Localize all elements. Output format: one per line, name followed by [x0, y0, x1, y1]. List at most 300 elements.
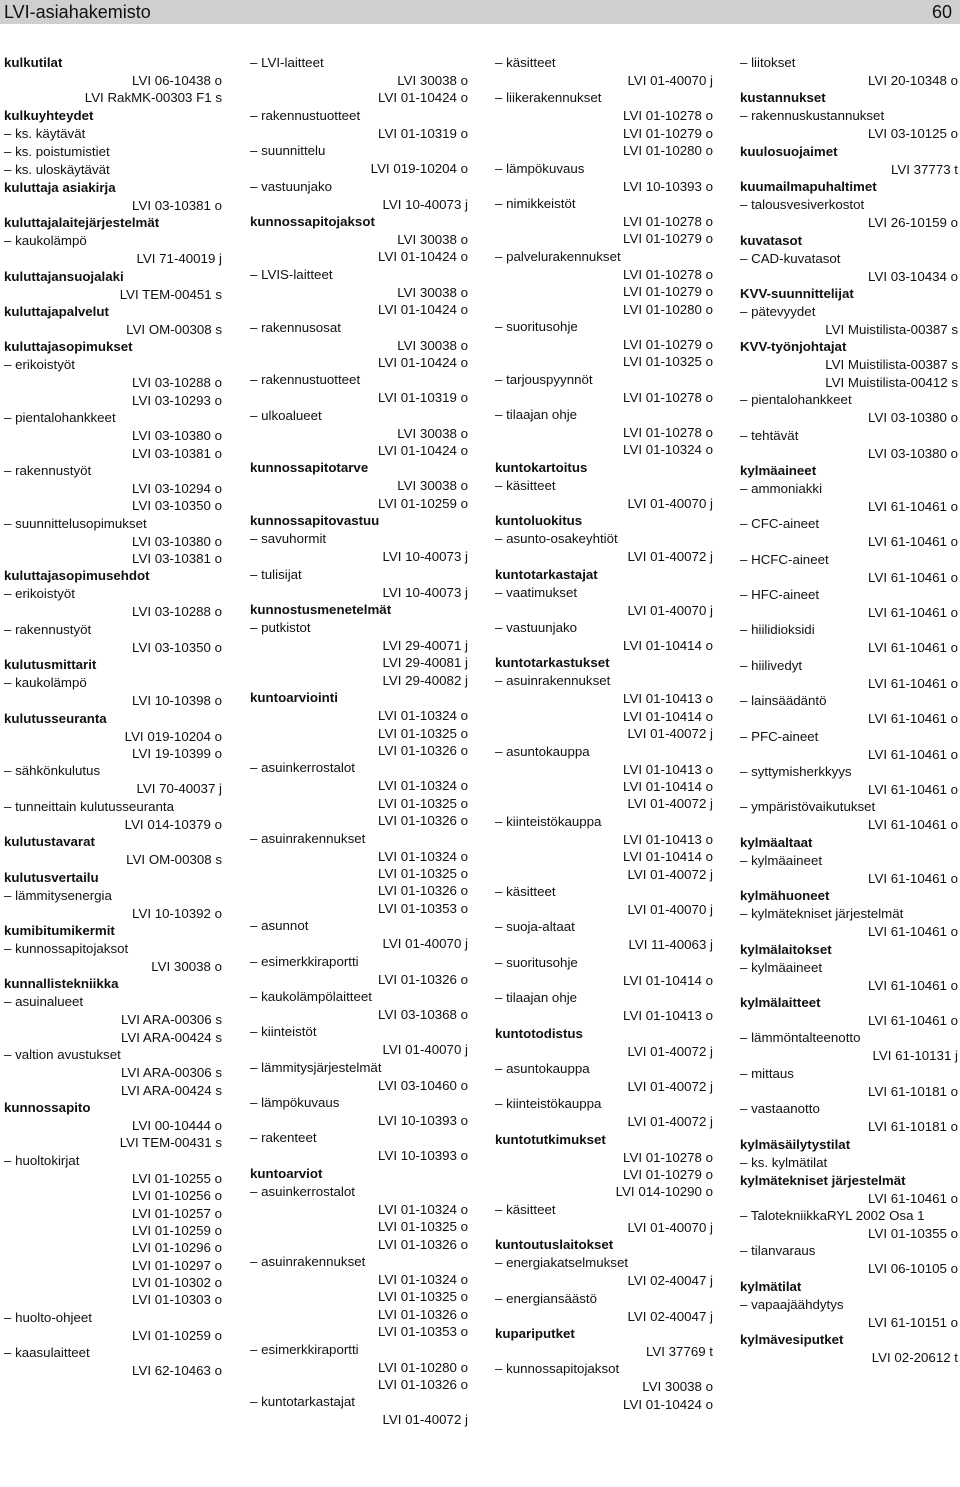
index-reference: LVI 01-10413 o: [623, 761, 713, 777]
index-reference: LVI 01-10414 o: [623, 849, 713, 865]
index-reference: LVI 01-10325 o: [378, 795, 468, 811]
index-subterm: – kunnossapitojaksot: [495, 1361, 620, 1377]
index-subterm: – talousvesiverkostot: [740, 197, 865, 213]
index-reference: LVI OM-00308 s: [126, 852, 222, 868]
index-reference: LVI 01-40072 j: [627, 726, 713, 742]
index-subterm: – tehtävät: [740, 427, 799, 443]
index-subterm: – kaasulaitteet: [4, 1345, 90, 1361]
index-reference: LVI 01-40072 j: [627, 549, 713, 565]
index-reference: LVI OM-00308 s: [126, 321, 222, 337]
index-subterm: – rakennustyöt: [4, 462, 92, 478]
index-subterm: – ks. poistumistiet: [4, 143, 110, 159]
index-subterm: – tilaajan ohje: [495, 407, 578, 423]
index-reference: LVI 61-10461 o: [868, 534, 958, 550]
index-reference: LVI 01-10279 o: [623, 284, 713, 300]
index-reference: LVI 10-40073 j: [382, 196, 468, 212]
index-subterm: – savuhormit: [250, 531, 327, 547]
index-reference: LVI 61-10461 o: [868, 924, 958, 940]
index-subterm: – esimerkkiraportti: [250, 953, 359, 969]
index-reference: LVI 02-20612 t: [871, 1350, 958, 1366]
index-reference: LVI 10-40073 j: [382, 584, 468, 600]
index-subterm: – LVI-laitteet: [250, 55, 324, 70]
index-reference: LVI ARA-00424 s: [120, 1082, 222, 1098]
index-reference: LVI 11-40063 j: [628, 937, 713, 953]
index-subterm: – huolto-ohjeet: [4, 1309, 92, 1325]
index-reference: LVI 03-10380 o: [868, 445, 958, 461]
index-reference: LVI 30038 o: [397, 231, 468, 247]
index-subterm: – lämpökuvaus: [250, 1095, 340, 1111]
index-subterm: – PFC-aineet: [740, 728, 819, 744]
index-reference: LVI 01-40072 j: [627, 1078, 713, 1094]
index-subterm: – LVIS-laitteet: [250, 266, 333, 282]
index-reference: LVI 61-10151 o: [868, 1314, 958, 1330]
index-subterm: – lämmöntalteenotto: [740, 1030, 861, 1046]
index-term: kylmävesiputket: [740, 1332, 844, 1348]
index-subterm: – liikerakennukset: [495, 90, 602, 106]
index-subterm: – tarjouspyynnöt: [495, 371, 593, 387]
index-term: KVV-työnjohtajat: [740, 339, 847, 355]
index-reference: LVI 29-40071 j: [382, 638, 468, 654]
index-term: kupariputket: [495, 1326, 575, 1342]
index-subterm: – vastuunjako: [495, 620, 578, 636]
index-column-3: [495, 54, 713, 1413]
index-subterm: – HCFC-aineet: [740, 551, 829, 567]
index-reference: LVI 01-40070 j: [627, 602, 713, 618]
index-reference: LVI 01-10414 o: [623, 638, 713, 654]
index-term: kylmäsäilytystilat: [740, 1136, 851, 1152]
index-reference: LVI 01-10325 o: [378, 1289, 468, 1305]
index-reference: LVI 01-10326 o: [378, 883, 468, 899]
index-subterm: – hiilidioksidi: [740, 622, 815, 638]
index-subterm: – kylmäaineet: [740, 852, 823, 868]
index-reference: LVI 01-10259 o: [378, 495, 468, 511]
index-subterm: – erikoistyöt: [4, 586, 75, 602]
index-reference: LVI 03-10380 o: [132, 533, 222, 549]
index-term: kuluttajalaitejärjestelmät: [4, 215, 160, 231]
index-reference: LVI 61-10461 o: [868, 675, 958, 691]
index-term: kuluttajansuojalaki: [4, 268, 124, 284]
index-term: kulutusvertailu: [4, 869, 99, 885]
index-reference: LVI 019-10204 o: [370, 161, 468, 177]
index-subterm: – asuinrakennukset: [250, 1254, 366, 1270]
index-term: kunnallistekniikka: [4, 976, 119, 992]
index-term: kuntotodistus: [495, 1025, 583, 1041]
index-reference: LVI 03-10288 o: [132, 375, 222, 391]
index-subterm: – kylmäaineet: [740, 959, 823, 975]
index-reference: LVI 01-10325 o: [623, 354, 713, 370]
index-subterm: – tulisijat: [250, 566, 302, 582]
index-reference: LVI 01-10326 o: [378, 1306, 468, 1322]
index-reference: LVI 30038 o: [397, 337, 468, 353]
index-reference: LVI 01-10325 o: [378, 1219, 468, 1235]
index-term: kuntoluokitus: [495, 513, 583, 529]
index-column-4: [740, 54, 958, 1367]
index-reference: LVI 61-10461 o: [868, 746, 958, 762]
index-reference: LVI 01-40070 j: [627, 1219, 713, 1235]
index-reference: LVI 01-10280 o: [623, 143, 713, 159]
index-term: kunnossapitovastuu: [250, 513, 380, 529]
index-columns: [0, 54, 960, 1487]
index-reference: LVI 01-10302 o: [132, 1275, 222, 1291]
index-subterm: – suoritusohje: [495, 318, 578, 334]
index-reference: LVI 01-40072 j: [627, 1114, 713, 1130]
index-reference: LVI 37769 t: [645, 1344, 713, 1360]
index-reference: LVI 01-10278 o: [623, 389, 713, 405]
index-reference: LVI 01-10259 o: [132, 1222, 222, 1238]
index-reference: LVI 01-40070 j: [627, 73, 713, 88]
index-reference: LVI 61-10181 o: [868, 1083, 958, 1099]
index-reference: LVI 01-10278 o: [623, 425, 713, 441]
index-term: kulutusseuranta: [4, 710, 107, 726]
index-reference: LVI 00-10444 o: [132, 1117, 222, 1133]
index-reference: LVI 70-40037 j: [136, 781, 222, 797]
index-reference: LVI 03-10380 o: [868, 410, 958, 426]
index-reference: LVI 29-40081 j: [382, 655, 468, 671]
index-reference: LVI 61-10461 o: [868, 569, 958, 585]
index-reference: LVI 01-10424 o: [378, 249, 468, 265]
index-subterm: – hiilivedyt: [740, 657, 803, 673]
index-term: kulkutilat: [4, 55, 63, 70]
index-reference: LVI 014-10290 o: [615, 1184, 713, 1200]
index-reference: LVI 01-10280 o: [378, 1359, 468, 1375]
index-reference: LVI 01-10324 o: [378, 1272, 468, 1288]
index-term: kylmäaltaat: [740, 834, 813, 850]
index-reference: LVI 01-10319 o: [378, 125, 468, 141]
index-reference: LVI ARA-00424 s: [120, 1029, 222, 1045]
index-column-1: [4, 54, 222, 1380]
index-term: kuumailmapuhaltimet: [740, 179, 877, 195]
index-term: kylmähuoneet: [740, 888, 830, 904]
index-reference: LVI Muistilista-00387 s: [825, 321, 958, 337]
index-reference: LVI 01-10279 o: [623, 231, 713, 247]
index-subterm: – käsitteet: [495, 883, 556, 899]
index-subterm: – rakennustyöt: [4, 621, 92, 637]
index-subterm: – kiinteistökauppa: [495, 813, 602, 829]
index-reference: LVI 01-40070 j: [382, 936, 468, 952]
index-reference: LVI 30038 o: [397, 478, 468, 494]
index-reference: LVI 01-10424 o: [378, 354, 468, 370]
index-reference: LVI 01-10414 o: [623, 778, 713, 794]
index-subterm: – ks. uloskäytävät: [4, 161, 110, 177]
index-subterm: – rakennuskustannukset: [740, 108, 885, 124]
index-subterm: – kaukolämpö: [4, 233, 87, 249]
index-reference: LVI 10-10393 o: [378, 1148, 468, 1164]
index-reference: LVI 01-10279 o: [623, 336, 713, 352]
index-term: kylmätilat: [740, 1278, 802, 1294]
index-reference: LVI 01-10326 o: [378, 1236, 468, 1252]
index-reference: LVI 01-10319 o: [378, 390, 468, 406]
index-subterm: – TalotekniikkaRYL 2002 Osa 1: [740, 1207, 925, 1223]
index-subterm: – kaukolämpölaitteet: [250, 988, 372, 1004]
index-subterm: – suoja-altaat: [495, 919, 575, 935]
index-reference: LVI 01-10353 o: [378, 900, 468, 916]
index-term: KVV-suunnittelijat: [740, 285, 854, 301]
index-reference: LVI 19-10399 o: [132, 746, 222, 762]
index-subterm: – lämpökuvaus: [495, 160, 585, 176]
index-reference: LVI 01-10424 o: [378, 90, 468, 106]
index-subterm: – asuinrakennukset: [495, 673, 611, 689]
index-subterm: – suunnittelu: [250, 143, 326, 159]
index-term: kulkuyhteydet: [4, 107, 94, 123]
index-reference: LVI 03-10125 o: [868, 126, 958, 142]
index-subterm: – CAD-kuvatasot: [740, 250, 841, 266]
index-reference: LVI 30038 o: [397, 425, 468, 441]
index-reference: LVI 03-10293 o: [132, 392, 222, 408]
page-title: LVI-asiahakemisto: [4, 2, 151, 22]
index-reference: LVI 01-10324 o: [378, 848, 468, 864]
index-subterm: – energiakatselmukset: [495, 1255, 629, 1271]
index-reference: LVI 01-10278 o: [623, 213, 713, 229]
index-term: kuntoutuslaitokset: [495, 1237, 614, 1253]
index-reference: LVI 61-10461 o: [868, 498, 958, 514]
index-reference: LVI 61-10461 o: [868, 1190, 958, 1206]
page-number: 60: [931, 2, 952, 22]
index-term: kuntotarkastukset: [495, 655, 610, 671]
index-subterm: – asunnot: [250, 918, 309, 934]
index-reference: LVI 30038 o: [397, 284, 468, 300]
index-reference: LVI 01-10424 o: [378, 443, 468, 459]
index-reference: LVI 61-10461 o: [868, 640, 958, 656]
index-reference: LVI 06-10438 o: [132, 73, 222, 88]
index-reference: LVI 03-10288 o: [132, 604, 222, 620]
index-reference: LVI 03-10381 o: [132, 551, 222, 567]
index-reference: LVI 01-10325 o: [378, 865, 468, 881]
index-subterm: – suunnittelusopimukset: [4, 515, 147, 531]
index-reference: LVI 01-40072 j: [627, 1043, 713, 1059]
index-subterm: – kiinteistökauppa: [495, 1096, 602, 1112]
index-subterm: – HFC-aineet: [740, 587, 820, 603]
index-subterm: – suoritusohje: [495, 954, 578, 970]
index-subterm: – ulkoalueet: [250, 407, 322, 423]
index-column-2: [250, 54, 468, 1429]
index-reference: LVI RakMK-00303 F1 s: [84, 90, 222, 106]
index-reference: LVI Muistilista-00387 s: [825, 357, 958, 373]
index-reference: LVI 01-10255 o: [132, 1170, 222, 1186]
index-term: kylmälaitteet: [740, 994, 821, 1010]
index-reference: LVI 61-10131 j: [872, 1048, 958, 1064]
index-reference: LVI 29-40082 j: [382, 672, 468, 688]
index-subterm: – vaatimukset: [495, 584, 578, 600]
index-reference: LVI 06-10105 o: [868, 1261, 958, 1277]
index-reference: LVI 01-10279 o: [623, 1167, 713, 1183]
index-subterm: – pätevyydet: [740, 303, 816, 319]
index-reference: LVI 71-40019 j: [136, 251, 222, 267]
index-subterm: – lämmitysjärjestelmät: [250, 1059, 382, 1075]
index-subterm: – kuntotarkastajat: [250, 1394, 355, 1410]
index-reference: LVI 01-10324 o: [378, 778, 468, 794]
index-term: kuvatasot: [740, 232, 803, 248]
index-reference: LVI 03-10294 o: [132, 480, 222, 496]
index-reference: LVI 03-10434 o: [868, 268, 958, 284]
index-reference: LVI 61-10181 o: [868, 1119, 958, 1135]
index-reference: LVI 01-10259 o: [132, 1327, 222, 1343]
index-reference: LVI 01-40072 j: [627, 796, 713, 812]
index-reference: LVI 01-10324 o: [623, 442, 713, 458]
index-reference: LVI 61-10461 o: [868, 817, 958, 833]
index-subterm: – pientalohankkeet: [740, 392, 852, 408]
index-subterm: – energiansäästö: [495, 1290, 598, 1306]
index-reference: LVI 01-10325 o: [378, 725, 468, 741]
index-reference: LVI 10-10393 o: [623, 178, 713, 194]
index-reference: LVI 20-10348 o: [868, 73, 958, 88]
index-subterm: – erikoistyöt: [4, 357, 75, 373]
index-reference: LVI 03-10350 o: [132, 498, 222, 514]
index-reference: LVI 01-10424 o: [623, 1396, 713, 1412]
index-reference: LVI 61-10461 o: [868, 1012, 958, 1028]
index-reference: LVI 03-10381 o: [132, 445, 222, 461]
index-reference: LVI 01-10424 o: [378, 302, 468, 318]
index-term: kulutusmittarit: [4, 657, 97, 673]
index-reference: LVI 01-10324 o: [378, 708, 468, 724]
index-reference: LVI 10-10392 o: [132, 905, 222, 921]
index-subterm: – rakennusosat: [250, 319, 341, 335]
index-subterm: – esimerkkiraportti: [250, 1341, 359, 1357]
index-reference: LVI 014-10379 o: [124, 816, 222, 832]
index-subterm: – lämmitysenergia: [4, 887, 112, 903]
index-subterm: – nimikkeistöt: [495, 195, 576, 211]
index-subterm: – rakennustuotteet: [250, 372, 361, 388]
index-reference: LVI 01-10413 o: [623, 691, 713, 707]
index-term: kustannukset: [740, 90, 826, 106]
index-term: kuntoarviot: [250, 1165, 323, 1181]
index-reference: LVI 62-10463 o: [132, 1363, 222, 1379]
index-subterm: – kunnossapitojaksot: [4, 940, 129, 956]
index-term: kunnossapito: [4, 1099, 91, 1115]
index-reference: LVI 37773 t: [890, 161, 958, 177]
index-reference: LVI 30038 o: [642, 1379, 713, 1395]
page-header: [0, 0, 960, 24]
index-subterm: – asuntokauppa: [495, 743, 590, 759]
index-reference: LVI 01-10413 o: [623, 831, 713, 847]
index-term: kunnossapitotarve: [250, 460, 369, 476]
index-subterm: – asunto-osakeyhtiöt: [495, 531, 618, 547]
index-subterm: – asuinalueet: [4, 994, 84, 1010]
index-reference: LVI Muistilista-00412 s: [825, 374, 958, 390]
index-subterm: – huoltokirjat: [4, 1152, 80, 1168]
index-subterm: – mittaus: [740, 1065, 794, 1081]
index-term: kuntokartoitus: [495, 459, 588, 475]
index-reference: LVI TEM-00451 s: [119, 286, 222, 302]
index-term: kuntotarkastajat: [495, 566, 598, 582]
index-reference: LVI 01-10355 o: [868, 1225, 958, 1241]
index-reference: LVI 01-10278 o: [623, 266, 713, 282]
index-subterm: – liitokset: [740, 55, 796, 70]
index-subterm: – tilanvaraus: [740, 1243, 816, 1259]
index-reference: LVI ARA-00306 s: [120, 1065, 222, 1081]
index-reference: LVI 02-40047 j: [627, 1273, 713, 1289]
index-term: kunnossapitojaksot: [250, 213, 375, 229]
index-reference: LVI 26-10159 o: [868, 215, 958, 231]
index-reference: LVI 02-40047 j: [627, 1308, 713, 1324]
index-reference: LVI 10-40073 j: [382, 549, 468, 565]
index-reference: LVI 01-10278 o: [623, 108, 713, 124]
index-term: kuluttajapalvelut: [4, 303, 109, 319]
index-reference: LVI 01-10353 o: [378, 1324, 468, 1340]
index-reference: LVI 01-40070 j: [627, 901, 713, 917]
index-subterm: – ks. kylmätilat: [740, 1154, 828, 1170]
index-reference: LVI 61-10461 o: [868, 782, 958, 798]
index-subterm: – asuinkerrostalot: [250, 760, 355, 776]
index-subterm: – asuinrakennukset: [250, 830, 366, 846]
index-reference: LVI 01-40072 j: [627, 866, 713, 882]
index-reference: LVI 30038 o: [397, 73, 468, 88]
index-reference: LVI 01-40070 j: [382, 1042, 468, 1058]
index-reference: LVI 01-10324 o: [378, 1201, 468, 1217]
index-reference: LVI 01-10326 o: [378, 742, 468, 758]
index-subterm: – rakennustuotteet: [250, 107, 361, 123]
index-reference: LVI 10-10393 o: [378, 1113, 468, 1129]
index-reference: LVI 01-40072 j: [382, 1412, 468, 1428]
index-reference: LVI 01-10279 o: [623, 125, 713, 141]
index-reference: LVI 01-10326 o: [378, 971, 468, 987]
index-reference: LVI 01-10296 o: [132, 1240, 222, 1256]
index-reference: LVI 01-40070 j: [627, 495, 713, 511]
index-term: kulutustavarat: [4, 834, 95, 850]
index-subterm: – syttymisherkkyys: [740, 764, 852, 780]
index-reference: LVI 03-10381 o: [132, 197, 222, 213]
index-subterm: – ks. käytävät: [4, 125, 86, 141]
index-reference: LVI 01-10278 o: [623, 1149, 713, 1165]
index-subterm: – käsitteet: [495, 1201, 556, 1217]
index-subterm: – valtion avustukset: [4, 1047, 121, 1063]
index-reference: LVI 01-10280 o: [623, 301, 713, 317]
index-subterm: – asuinkerrostalot: [250, 1183, 355, 1199]
index-reference: LVI 30038 o: [151, 958, 222, 974]
index-subterm: – vapaajäähdytys: [740, 1296, 844, 1312]
index-subterm: – vastaanotto: [740, 1101, 820, 1117]
index-subterm: – tilaajan ohje: [495, 990, 578, 1006]
index-reference: LVI 61-10461 o: [868, 870, 958, 886]
index-subterm: – asuntokauppa: [495, 1060, 590, 1076]
index-reference: LVI 01-10326 o: [378, 813, 468, 829]
index-subterm: – käsitteet: [495, 55, 556, 70]
index-reference: LVI 61-10461 o: [868, 711, 958, 727]
index-term: kylmätekniset järjestelmät: [740, 1172, 906, 1188]
index-subterm: – ammoniakki: [740, 480, 823, 496]
index-reference: LVI 61-10461 o: [868, 977, 958, 993]
index-subterm: – vastuunjako: [250, 178, 333, 194]
index-reference: LVI 019-10204 o: [124, 728, 222, 744]
index-subterm: – putkistot: [250, 620, 311, 636]
index-reference: LVI 01-10303 o: [132, 1292, 222, 1308]
index-subterm: – sähkönkulutus: [4, 763, 101, 779]
index-subterm: – ympäristövaikutukset: [740, 799, 876, 815]
index-subterm: – pientalohankkeet: [4, 410, 116, 426]
index-subterm: – rakenteet: [250, 1130, 317, 1146]
index-reference: LVI 03-10350 o: [132, 639, 222, 655]
index-subterm: – tunneittain kulutusseuranta: [4, 798, 175, 814]
index-reference: LVI 03-10460 o: [378, 1077, 468, 1093]
index-reference: LVI 03-10380 o: [132, 428, 222, 444]
index-term: kuntotutkimukset: [495, 1131, 606, 1147]
index-term: kuulosuojaimet: [740, 143, 838, 159]
index-reference: LVI 03-10368 o: [378, 1006, 468, 1022]
index-subterm: – palvelurakennukset: [495, 248, 621, 264]
index-reference: LVI 01-10326 o: [378, 1376, 468, 1392]
index-term: kunnostusmenetelmät: [250, 602, 392, 618]
index-term: kuluttaja asiakirja: [4, 179, 116, 195]
index-reference: LVI 01-10414 o: [623, 972, 713, 988]
index-term: kuluttajasopimusehdot: [4, 568, 150, 584]
index-reference: LVI 10-10398 o: [132, 693, 222, 709]
index-subterm: – kylmätekniset järjestelmät: [740, 906, 904, 922]
index-subterm: – lainsäädäntö: [740, 693, 827, 709]
index-reference: LVI ARA-00306 s: [120, 1012, 222, 1028]
index-term: kuluttajasopimukset: [4, 339, 133, 355]
index-reference: LVI 01-10414 o: [623, 708, 713, 724]
index-subterm: – CFC-aineet: [740, 516, 820, 532]
index-reference: LVI 01-10297 o: [132, 1257, 222, 1273]
